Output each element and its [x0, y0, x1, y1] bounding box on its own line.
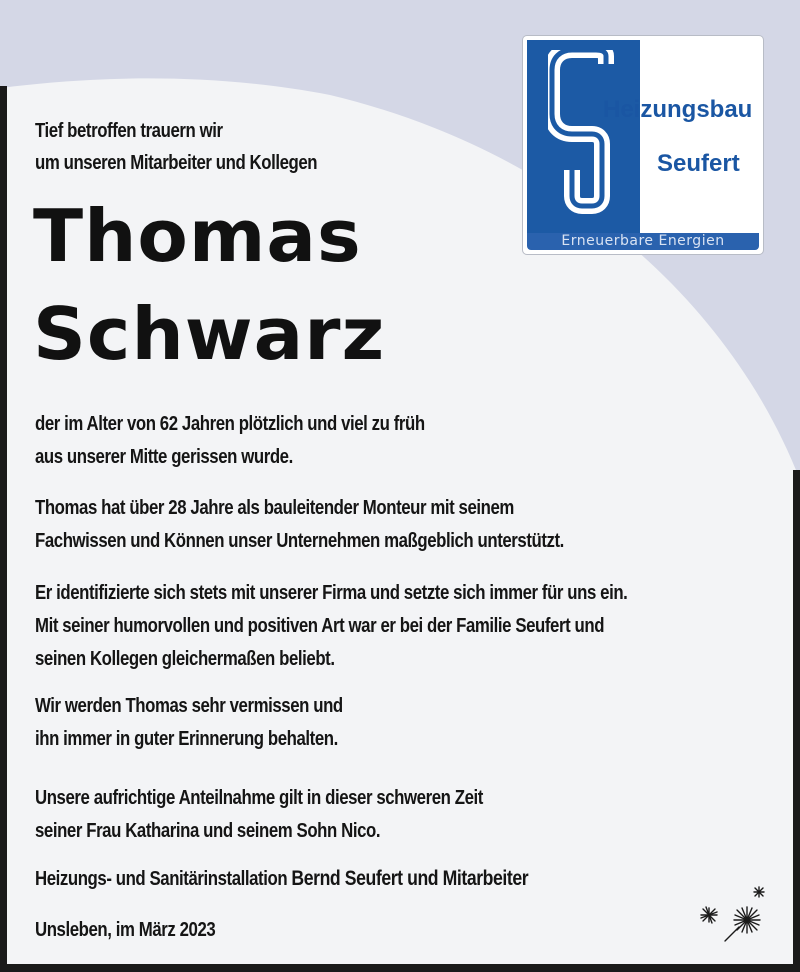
text-line: Mit seiner humorvollen und positiven Art war er bei der Familie Seufert und: [35, 615, 605, 637]
text-line: Wir werden Thomas sehr vermissen und: [35, 695, 343, 717]
text-line: ihn immer in guter Erinnerung behalten.: [35, 728, 338, 750]
paragraph-remembrance: [35, 690, 343, 756]
bottom-border: [0, 964, 800, 972]
logo-s-letter: [548, 50, 624, 220]
company-logo: [523, 36, 763, 254]
intro-line: um unseren Mitarbeiter und Kollegen: [35, 152, 318, 174]
right-border: [793, 470, 800, 972]
text-line: Unsere aufrichtige Anteilnahme gilt in dieser schweren Zeit: [35, 787, 483, 809]
deceased-last-name: Schwarz: [33, 292, 386, 376]
intro-text: [35, 115, 317, 179]
paragraph-character: [35, 577, 627, 676]
text-line: aus unserer Mitte gerissen wurde.: [35, 446, 293, 468]
text-line: Thomas hat über 28 Jahre als bauleitender Monteur mit seinem: [35, 497, 514, 519]
left-border: [0, 86, 7, 972]
text-line: seinen Kollegen gleichermaßen beliebt.: [35, 648, 335, 670]
signature-prefix: Heizungs- und Sanitärinstallation: [35, 868, 288, 890]
text-line: seiner Frau Katharina und seinem Sohn Nico.: [35, 820, 381, 842]
logo-word-heizungsbau: Heizungsbau: [603, 96, 753, 123]
deceased-first-name: Thomas: [33, 194, 362, 278]
paragraph-condolence: [35, 782, 483, 848]
paragraph-age: [35, 408, 425, 474]
signature-company: Bernd Seufert und Mitarbeiter: [291, 867, 529, 890]
text-line: der im Alter von 62 Jahren plötzlich und viel zu früh: [35, 413, 425, 435]
logo-tagline: Erneuerbare Energien: [561, 233, 725, 249]
dandelion-icon: [695, 883, 770, 943]
logo-word-seufert: Seufert: [657, 150, 740, 177]
text-line: Fachwissen und Können unser Unternehmen maßgeblich unterstützt.: [35, 530, 564, 552]
intro-line: Tief betroffen trauern wir: [35, 120, 223, 142]
place-date: Unsleben, im März 2023: [35, 919, 216, 941]
text-line: Er identifizierte sich stets mit unserer Firma und setzte sich immer für uns ein.: [35, 582, 628, 604]
signature: [35, 862, 528, 896]
paragraph-career: [35, 492, 564, 558]
